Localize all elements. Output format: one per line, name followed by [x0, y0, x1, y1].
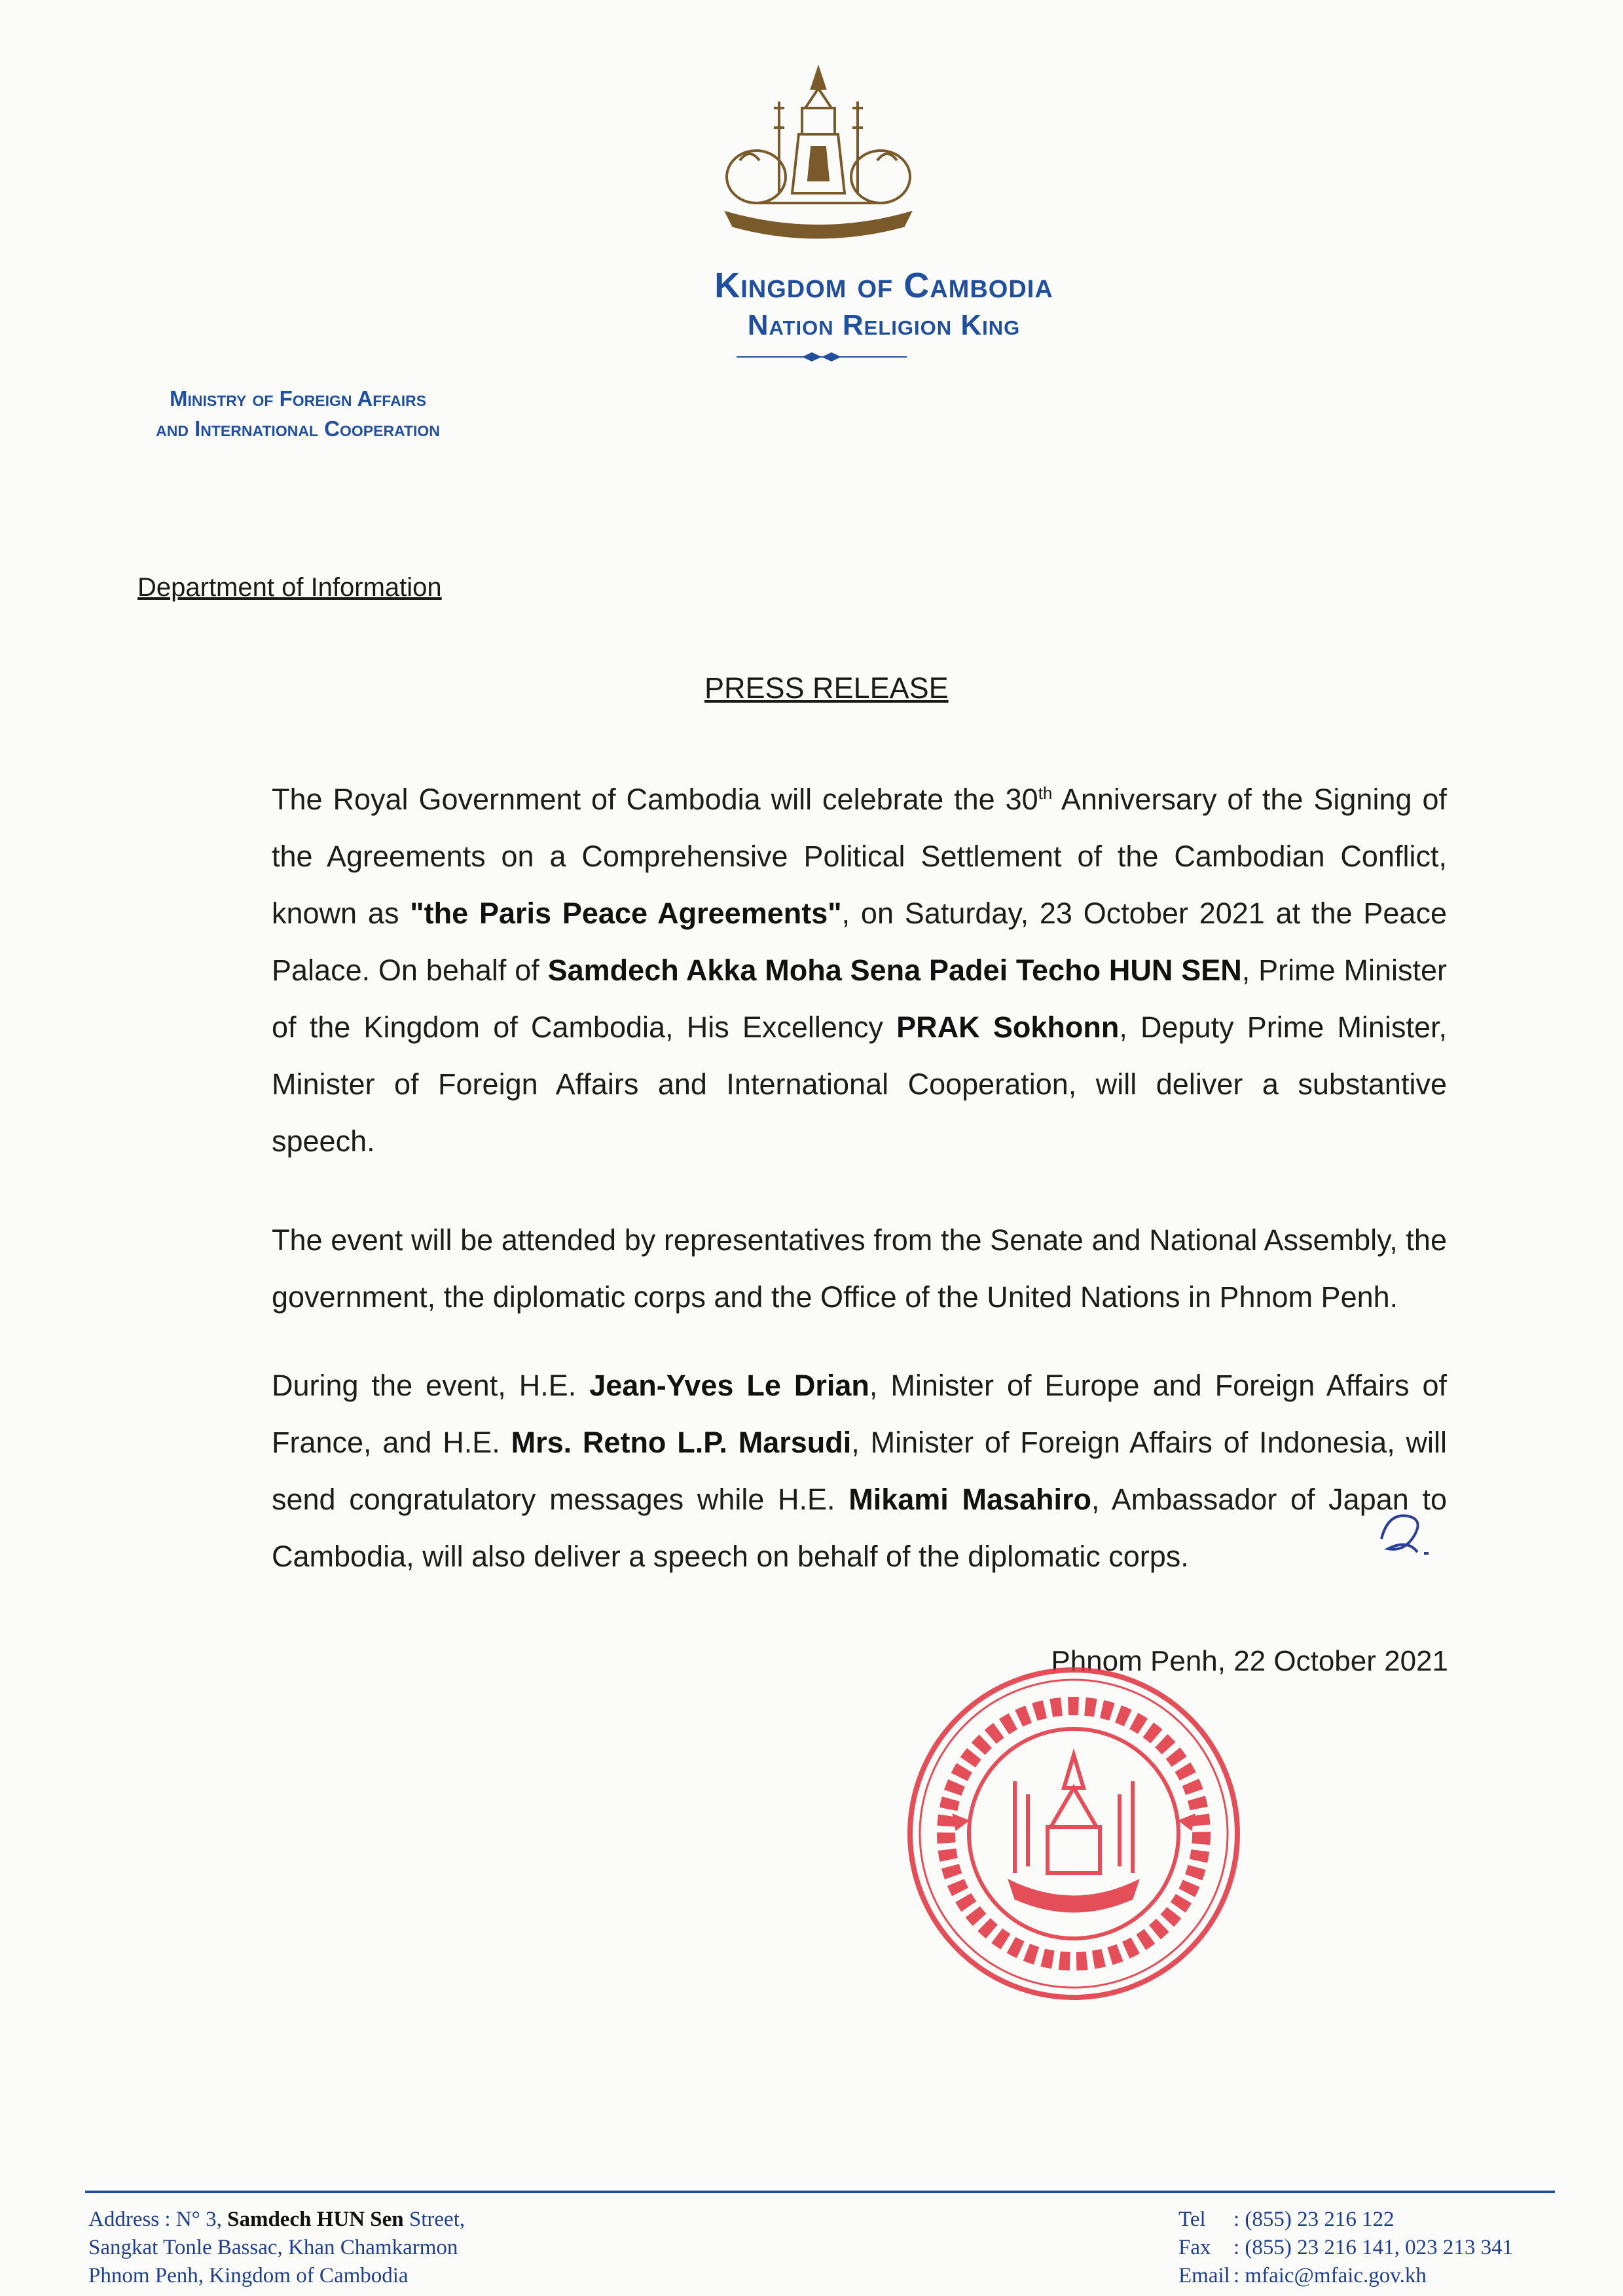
paragraph-2: The event will be attended by representatives from the Senate and National Assembly, the government, the diplomatic corps and the Office of the United Nations in Phnom Penh. — [272, 1223, 1447, 1314]
contact-tel: Tel : (855) 23 216 122 — [1178, 2208, 1395, 2231]
national-motto: Nation Religion King — [747, 309, 1021, 341]
country-name: Kingdom of Cambodia — [714, 266, 1053, 305]
handwritten-initial-icon — [1368, 1500, 1440, 1565]
royal-emblem-icon — [714, 62, 923, 252]
official-seal-icon — [897, 1657, 1250, 2010]
contact-fax: Fax : (855) 23 216 141, 023 213 341 — [1178, 2236, 1514, 2259]
page-title: PRESS RELEASE — [704, 671, 949, 705]
department-name: Department of Information — [137, 573, 442, 602]
dateline: Phnom Penh, 22 October 2021 — [1051, 1645, 1448, 1677]
paragraph-1: The Royal Government of Cambodia will celebrate the 30th Anniversary of the Signing of the Agreements on a Comprehensive Political Settlement of the Cambodian Conflict, known as "the Paris Peace Agreements", on Saturday, 23 October 2021 at the Peace Palace. On behalf of Samdech Akka Moha Sena Padei Techo HUN SEN, Prime Minister of the Kingdom of Cambodia, His Excellency PRAK Sokhonn, Deputy Prime Minister, Minister of Foreign Affairs and International Cooperation, will deliver a substantive speech. — [272, 783, 1447, 1158]
address-line-2: Sangkat Tonle Bassac, Khan Chamkarmon — [88, 2236, 458, 2259]
contact-email: Email : mfaic@mfaic.gov.kh — [1178, 2264, 1427, 2287]
footer-address — [88, 2206, 465, 2290]
ministry-line-2: and International Cooperation — [156, 417, 440, 441]
footer-divider — [85, 2191, 1555, 2193]
footer-contacts — [1178, 2206, 1513, 2290]
ministry-name — [72, 384, 524, 444]
divider-ornament-icon — [737, 347, 907, 367]
paragraph-3: During the event, H.E. Jean-Yves Le Drian, Minister of Europe and Foreign Affairs of France, and H.E. Mrs. Retno L.P. Marsudi, Minister of Foreign Affairs of Indonesia, will send congratulatory messages while H.E. Mikami Masahiro, Ambassador of Japan to Cambodia, will also deliver a speech on behalf of the diplomatic corps. — [272, 1369, 1447, 1573]
address-line-1: Address : N° 3, Samdech HUN Sen Street, — [88, 2208, 465, 2231]
address-line-3: Phnom Penh, Kingdom of Cambodia — [88, 2264, 409, 2287]
ministry-line-1: Ministry of Foreign Affairs — [169, 386, 427, 411]
